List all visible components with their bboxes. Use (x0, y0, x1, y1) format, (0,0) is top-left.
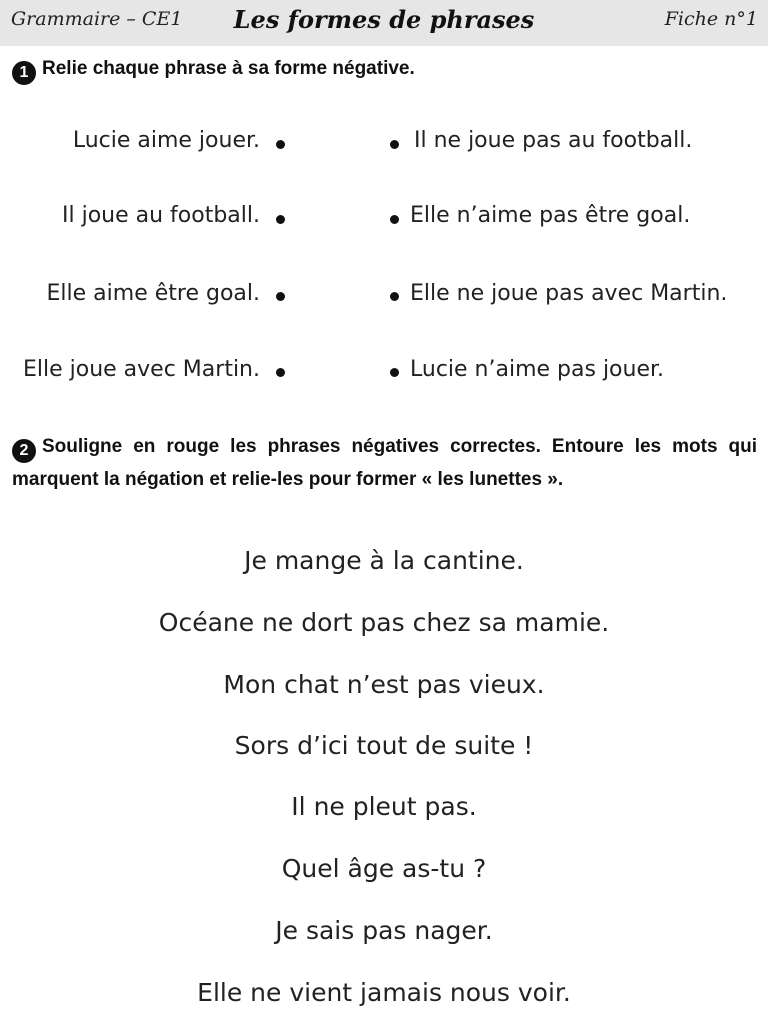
right-sentence-3: Elle ne joue pas avec Martin. (410, 281, 728, 306)
sentence-5[interactable]: Il ne pleut pas. (291, 792, 477, 821)
left-dot-1[interactable] (276, 140, 285, 149)
left-sentence-3: Elle aime être goal. (46, 281, 260, 306)
exercise-1-text: Relie chaque phrase à sa forme négative. (42, 58, 415, 79)
right-dot-1[interactable] (390, 140, 399, 149)
sentence-8[interactable]: Elle ne vient jamais nous voir. (197, 978, 571, 1007)
right-sentence-2: Elle n’aime pas être goal. (410, 203, 691, 228)
sentence-4[interactable]: Sors d’ici tout de suite ! (234, 731, 534, 760)
exercise-1-number-badge: 1 (12, 61, 36, 85)
right-dot-2[interactable] (390, 215, 399, 224)
left-sentence-2: Il joue au football. (61, 203, 260, 228)
right-sentence-1: Il ne joue pas au football. (414, 128, 693, 153)
exercise-2-instruction (12, 430, 757, 496)
left-dot-3[interactable] (276, 292, 285, 301)
exercise-2-text: Souligne en rouge les phrases négatives correctes. Entoure les mots qui marquent la négation et relie-les pour former « les lunettes ». (12, 436, 757, 490)
subject-label: Grammaire – CE1 (11, 8, 183, 30)
sentence-2[interactable]: Océane ne dort pas chez sa mamie. (158, 608, 610, 637)
left-sentence-4: Elle joue avec Martin. (22, 357, 260, 382)
right-sentence-4: Lucie n’aime pas jouer. (410, 357, 665, 382)
sentence-6[interactable]: Quel âge as-tu ? (281, 854, 487, 883)
exercise-1-instruction (12, 58, 415, 85)
left-dot-4[interactable] (276, 368, 285, 377)
right-dot-4[interactable] (390, 368, 399, 377)
left-dot-2[interactable] (276, 215, 285, 224)
sentence-3[interactable]: Mon chat n’est pas vieux. (223, 670, 545, 699)
page-title: Les formes de phrases (233, 5, 535, 34)
left-sentence-1: Lucie aime jouer. (72, 128, 260, 153)
right-dot-3[interactable] (390, 292, 399, 301)
header-bar (0, 0, 768, 46)
exercise-2-number-badge: 2 (12, 439, 36, 463)
sentence-7[interactable]: Je sais pas nager. (275, 916, 493, 945)
sentence-1[interactable]: Je mange à la cantine. (244, 546, 524, 575)
sheet-number: Fiche n°1 (664, 8, 758, 30)
